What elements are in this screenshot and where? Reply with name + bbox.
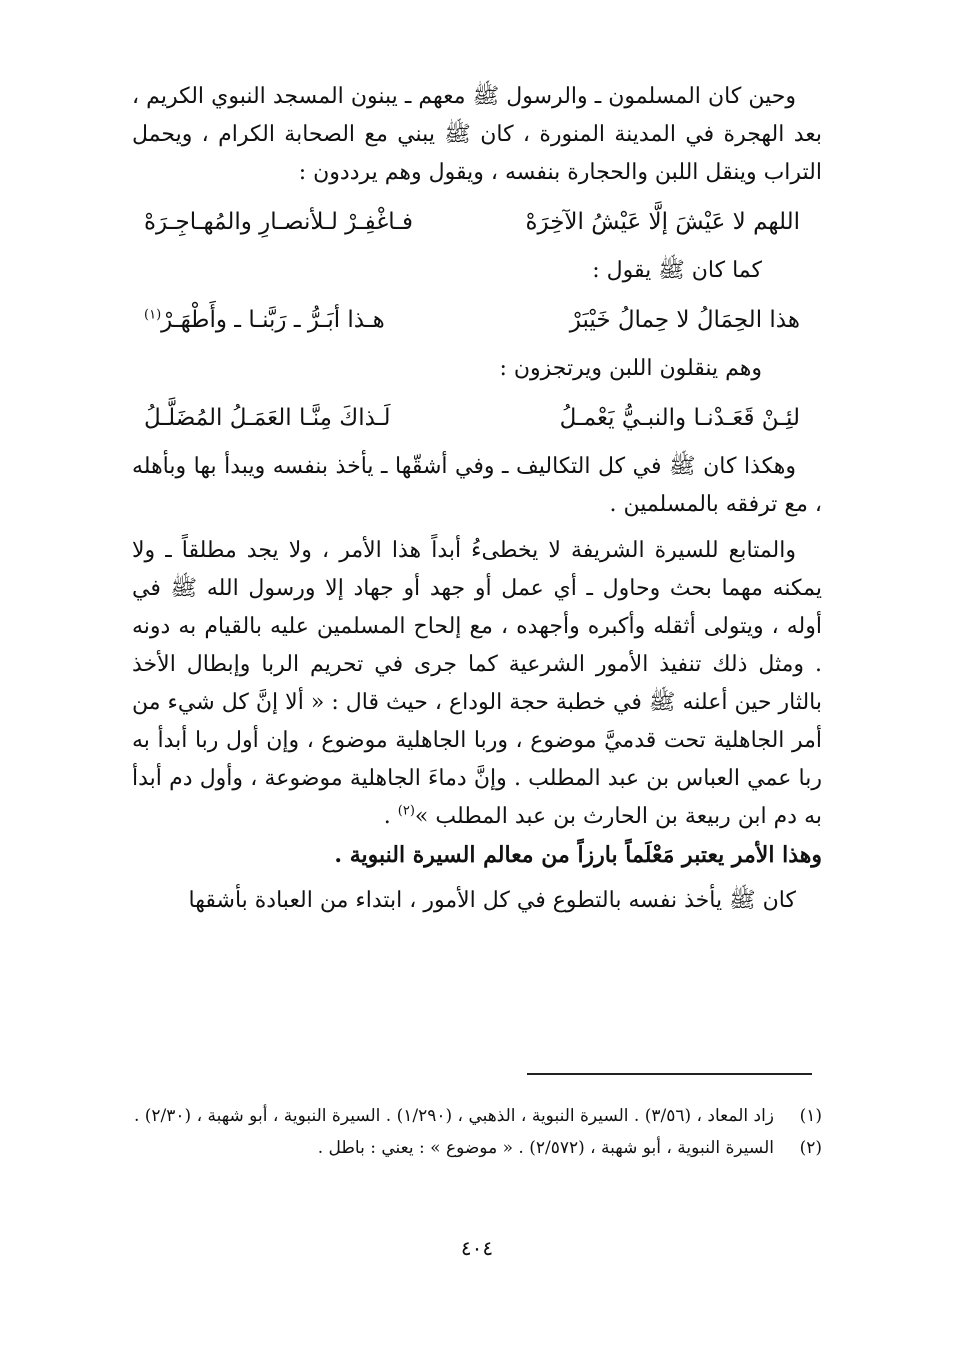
- footnote-ref-1[interactable]: (١): [144, 307, 162, 323]
- footnote-ref-2[interactable]: (٢): [397, 803, 415, 819]
- verse-2-second-text: هـذا أبَـرُّ ـ رَبَّنـا ـ وأَطْهَـرْ: [161, 307, 385, 333]
- footnotes: [132, 1100, 822, 1164]
- footnote-2: [132, 1132, 822, 1164]
- paragraph-biography-text: والمتابع للسيرة الشريفة لا يخطىءُ أبداً هذا الأمر ، ولا يجد مطلقاً ـ ولا يمكنه مهما بحث وحاول ـ أي عمل أو جهد أو جهاد إلا ورسول الله ﷺ في أوله ، ويتولى أثقله وأكبره وأجهده ، مع إلحاح المسلمين عليه بالقيام به دونه . ومثل ذلك تنفيذ الأمور الشرعية كما جرى في تحريم الربا وإبطال الأخذ بالثار حين أعلنه ﷺ في خطبة حجة الوداع ، حيث قال : « ألا إنَّ كل شيء من أمر الجاهلية تحت قدميَّ موضوع ، وربا الجاهلية موضوع ، وإن أول ربا أبدأ به ربا عمي العباس بن عبد المطلب . وإنَّ دماءَ الجاهلية موضوعة ، وأول دم أبدأ به دم ابن ربيعة بن الحارث بن عبد المطلب »: [132, 538, 823, 829]
- footnote-1: [132, 1100, 822, 1132]
- verse-2-first-hemistich: هذا الحِمَالُ لا حِمالُ خَيْبَرْ: [569, 307, 800, 333]
- paragraph-voluntary-work: كان ﷺ يأخذ نفسه بالتطوع في كل الأمور ، ابتداء من العبادة بأشقها: [188, 888, 796, 913]
- page-number: ٤٠٤: [460, 1236, 494, 1260]
- paragraph-mosque-building: وحين كان المسلمون ـ والرسول ﷺ معهم ـ يبنون المسجد النبوي الكريم ، بعد الهجرة في المدينة المنورة ، كان ﷺ يبني مع الصحابة الكرام ، ويحمل التراب وينقل اللبن والحجارة بنفسه ، ويقول وهم يرددون :: [132, 84, 822, 185]
- paragraph-obligations: وهكذا كان ﷺ في كل التكاليف ـ وفي أشقّها ـ يأخذ بنفسه ويبدأ بها وبأهله ، مع ترفقه بالمسلمين .: [132, 454, 822, 517]
- footnote-2-text: السيرة النبوية ، أبو شهبة ، (٢/٥٧٢) . « موضوع » : يعني : باطل .: [317, 1138, 774, 1158]
- main-text: [132, 78, 822, 920]
- verse-3-first-hemistich: لئِـنْ قَعَـدْنـا والنبـيُّ يَعْمـلُ: [559, 405, 800, 431]
- lead-in-3: وهم ينقلون اللبن ويرتجزون :: [499, 356, 762, 381]
- verse-2-second-hemistich: [144, 300, 385, 340]
- footnote-divider: [527, 1073, 812, 1075]
- verse-line-2: [132, 300, 822, 340]
- verse-1-second-hemistich: فـاغْفِـرْ لـلأنصـارِ والمُهـاجِـرَهْ: [144, 209, 413, 235]
- paragraph-biography-end: .: [383, 804, 398, 829]
- verse-line-3: [132, 398, 822, 438]
- lead-in-2: كما كان ﷺ يقول :: [592, 258, 762, 283]
- footnote-1-text: زاد المعاد ، (٣/٥٦) . السيرة النبوية ، الذهبي ، (١/٢٩٠) . السيرة النبوية ، أبو شهبة ، (٢/٣٠) .: [133, 1106, 774, 1126]
- verse-1-first-hemistich: اللهم لا عَيْشَ إلَّا عَيْشُ الآخِرَهْ: [525, 209, 800, 235]
- footnote-2-number: (٢): [799, 1138, 822, 1158]
- verse-3-second-hemistich: لَـذاكَ مِنَّـا العَمَـلُ المُضَلَّـلُ: [144, 405, 391, 431]
- verse-line-1: [132, 202, 822, 242]
- paragraph-biography-follower: [132, 532, 822, 836]
- paragraph-landmark-statement: وهذا الأمر يعتبر مَعْلَماً بارزاً من معالم السيرة النبوية .: [334, 842, 822, 868]
- footnote-1-number: (١): [799, 1106, 822, 1126]
